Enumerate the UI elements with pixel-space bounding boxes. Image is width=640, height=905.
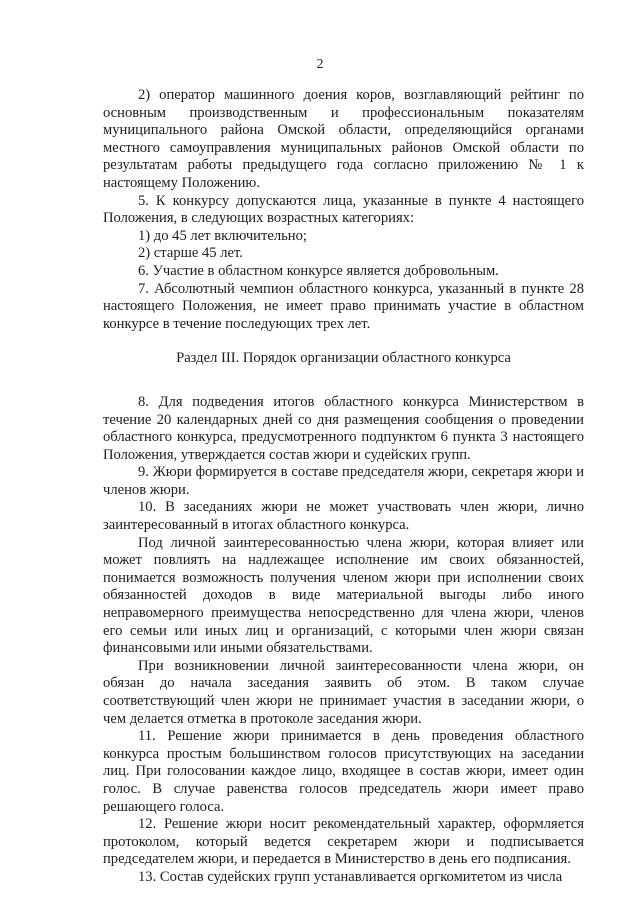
paragraph-personal-interest: Под личной заинтересованностью члена жюри, которая влияет или может повлиять на надлежащее исполнение им своих обязанностей, понимается возможность получения членом жюри при исполнении своих обязанностей доходов в виде материальной выгоды либо иного неправомерного преимущества непосредственно для члена жюри, членов его семьи или иных лиц и организаций, с которыми член жюри связан финансовыми или иными обязательствами. bbox=[103, 534, 584, 657]
paragraph-9: 9. Жюри формируется в составе председателя жюри, секретаря жюри и членов жюри. bbox=[103, 464, 584, 498]
paragraph-11: 11. Решение жюри принимается в день проведения областного конкурса простым большинством голосов присутствующих на заседании лиц. При голосовании каждое лицо, входящее в состав жюри, имеет один голос. В случае равенства голосов председатель жюри имеет право решающего голоса. bbox=[103, 728, 584, 815]
paragraph-7: 7. Абсолютный чемпион областного конкурса, указанный в пункте 28 настоящего Положения, не имеет право принимать участие в областном конкурсе в течение последующих трех лет. bbox=[103, 280, 584, 332]
paragraph-8: 8. Для подведения итогов областного конкурса Министерством в течение 20 календарных дней со дня размещения сообщения о проведении областного конкурса, предусмотренного подпунктом 6 пункта 3 настоящего Положения, утверждается состав жюри и судейских групп. bbox=[103, 393, 584, 463]
paragraph-5: 5. К конкурсу допускаются лица, указанные в пункте 4 настоящего Положения, в следующих возрастных категориях: bbox=[103, 192, 584, 227]
paragraph-item-2-machine-milking: 2) оператор машинного доения коров, возглавляющий рейтинг по основным производственным и профессиональным показателям муниципального района Омской области, определяющийся органами местного самоуправления муниципальных районов Омской области по результатам работы предыдущего года согласно приложению № 1 к настоящему Положению. bbox=[103, 87, 584, 191]
list-item-age-under-45: 1) до 45 лет включительно; bbox=[138, 227, 307, 244]
section-title: Раздел III. Порядок организации областного конкурса bbox=[176, 350, 511, 367]
paragraph-12: 12. Решение жюри носит рекомендательный характер, оформляется протоколом, который ведется секретарем жюри и подписывается председателем жюри, и передается в Министерство в день его подписания. bbox=[103, 816, 584, 868]
paragraph-conflict-declaration: При возникновении личной заинтересованности члена жюри, он обязан до начала заседания заявить об этом. В таком случае соответствующий член жюри не принимает участия в заседании жюри, о чем делается отметка в протоколе заседания жюри. bbox=[103, 657, 584, 727]
paragraph-10: 10. В заседаниях жюри не может участвовать член жюри, лично заинтересованный в итогах областного конкурса. bbox=[103, 499, 584, 534]
list-item-age-over-45: 2) старше 45 лет. bbox=[138, 245, 243, 262]
paragraph-13: 13. Состав судейских групп устанавливается оргкомитетом из числа bbox=[138, 868, 563, 885]
page-number: 2 bbox=[316, 57, 324, 72]
paragraph-6: 6. Участие в областном конкурсе является добровольным. bbox=[138, 262, 499, 279]
document-body bbox=[103, 87, 584, 887]
